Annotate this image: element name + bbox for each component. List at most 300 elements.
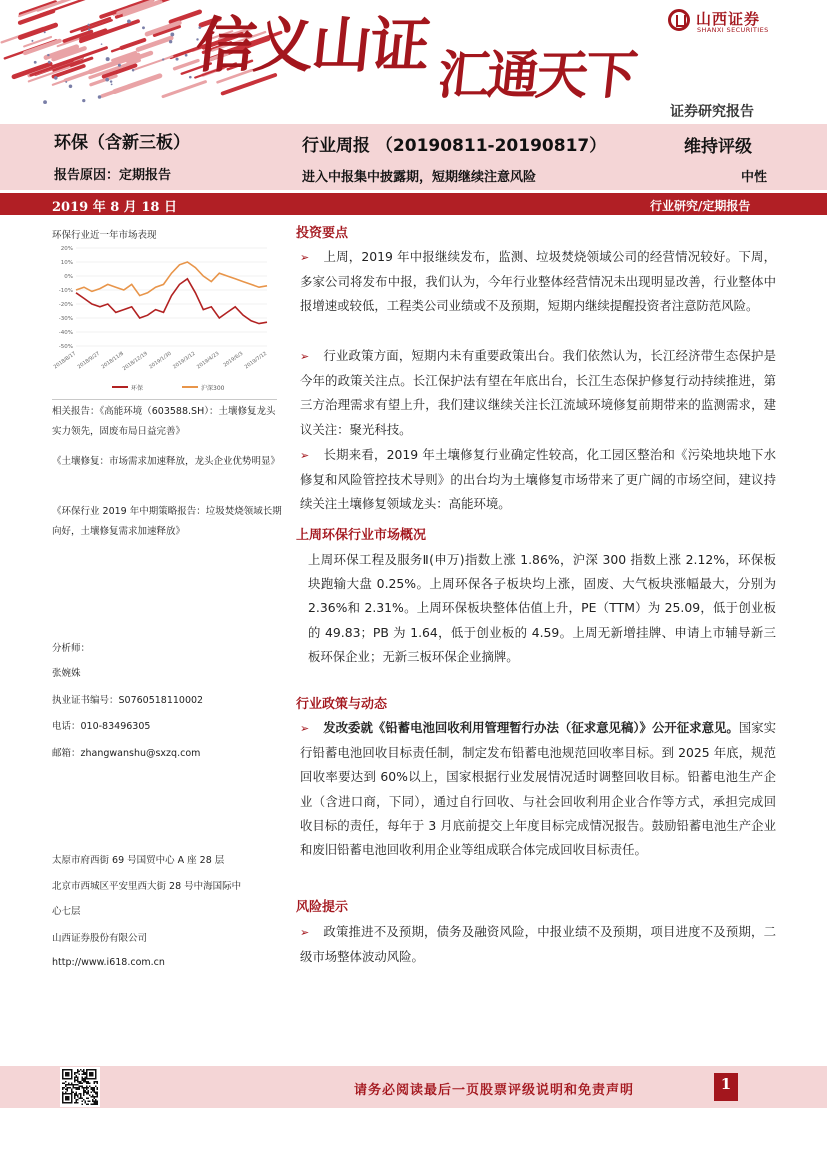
banner-dot [31, 40, 33, 42]
qr-cell [76, 1077, 78, 1079]
banner-stroke [25, 41, 60, 53]
banner-dot [43, 100, 47, 104]
related-report-2[interactable]: 《土壤修复：市场需求加速释放，龙头企业优势明显》 [52, 456, 281, 467]
qr-cell [62, 1092, 64, 1094]
qr-cell [79, 1093, 81, 1095]
banner-dot [185, 54, 188, 57]
qr-cell [82, 1077, 84, 1079]
banner-dot [169, 40, 172, 43]
banner-dot [44, 31, 46, 33]
qr-cell [92, 1096, 94, 1098]
qr-cell [71, 1089, 73, 1091]
brand-name-en: SHANXI SECURITIES [697, 26, 769, 34]
chart-y-tick-label: 10% [60, 260, 73, 266]
series-line-hs300 [76, 262, 267, 296]
analyst-license: 执业证书编号：S0760518110002 [52, 695, 204, 706]
chart-x-tick-label: 2018/12/19 [121, 350, 149, 373]
qr-cell [74, 1087, 76, 1089]
qr-cell [97, 1102, 99, 1104]
chart-legend [112, 384, 225, 392]
qr-cell [92, 1101, 94, 1103]
qr-cell [67, 1089, 69, 1091]
chart-x-tick-label: 2018/9/27 [76, 350, 102, 371]
qr-cell [88, 1104, 90, 1106]
qr-cell [91, 1104, 93, 1106]
qr-cell [94, 1101, 96, 1103]
bullet-arrow-icon: ➢ [300, 251, 310, 264]
qr-cell [89, 1095, 91, 1097]
qr-cell [79, 1083, 81, 1085]
qr-cell [86, 1104, 88, 1106]
qr-cell [94, 1104, 96, 1106]
banner-dot [111, 83, 113, 85]
qr-cell [82, 1083, 84, 1085]
qr-cell [62, 1087, 64, 1089]
banner-dot [48, 61, 51, 64]
banner-dot [82, 99, 85, 102]
banner-dot [189, 76, 192, 79]
qr-cell [71, 1084, 73, 1086]
qr-cell [65, 1089, 67, 1091]
banner-dot [127, 20, 131, 24]
qr-cell [97, 1104, 99, 1106]
qr-cell [92, 1087, 94, 1089]
qr-cell [62, 1083, 64, 1085]
related-report-1[interactable]: 相关报告：《高能环境（603588.SH）：土壤修复龙头实力领先，固废布局日益完善》 [52, 406, 276, 437]
related-report-3[interactable]: 《环保行业 2019 年中期策略报告：垃圾焚烧领域长期向好，土壤修复需求加速释放》 [52, 506, 282, 537]
banner-stroke [112, 45, 130, 51]
chart-x-tick-label: 2019/4/23 [195, 350, 221, 371]
qr-cell [76, 1095, 78, 1097]
qr-cell [76, 1101, 78, 1103]
qr-finder [65, 1096, 70, 1101]
qr-cell [77, 1077, 79, 1079]
qr-cell [77, 1071, 79, 1073]
brand-logo-icon [668, 9, 690, 31]
qr-cell [85, 1092, 87, 1094]
banner-dot [176, 58, 179, 61]
banner-dot [118, 64, 121, 67]
qr-cell [88, 1081, 90, 1083]
qr-code-icon[interactable] [60, 1067, 100, 1107]
banner-dot [98, 95, 102, 99]
address-beijing-line2: 心七层 [52, 906, 81, 917]
qr-cell [88, 1090, 90, 1092]
qr-cell [74, 1095, 76, 1097]
qr-cell [85, 1102, 87, 1104]
qr-cell [83, 1095, 85, 1097]
qr-cell [77, 1087, 79, 1089]
banner-stroke [171, 12, 200, 22]
bullet-arrow-icon: ➢ [300, 722, 310, 735]
qr-cell [86, 1098, 88, 1100]
qr-cell [77, 1069, 79, 1071]
qr-cell [91, 1096, 93, 1098]
qr-cell [92, 1104, 94, 1106]
legend-label-hs300: 沪深300 [201, 385, 225, 392]
qr-cell [79, 1089, 81, 1091]
qr-cell [71, 1090, 73, 1092]
qr-cell [67, 1087, 69, 1089]
qr-cell [79, 1074, 81, 1076]
qr-cell [74, 1084, 76, 1086]
qr-cell [74, 1093, 76, 1095]
qr-cell [70, 1084, 72, 1086]
qr-cell [94, 1089, 96, 1091]
chart-y-tick-label: -30% [58, 316, 73, 322]
qr-cell [76, 1080, 78, 1082]
qr-cell [86, 1092, 88, 1094]
qr-cell [80, 1095, 82, 1097]
qr-cell [91, 1089, 93, 1091]
qr-cell [80, 1093, 82, 1095]
qr-cell [83, 1090, 85, 1092]
bullet-arrow-icon: ➢ [300, 926, 310, 939]
qr-cell [82, 1078, 84, 1080]
banner-dot [54, 76, 58, 80]
banner-dot [69, 85, 73, 89]
banner-stroke [20, 25, 55, 37]
qr-cell [80, 1083, 82, 1085]
qr-cell [97, 1087, 99, 1089]
qr-cell [65, 1084, 67, 1086]
qr-cell [95, 1093, 97, 1095]
qr-cell [95, 1096, 97, 1098]
qr-cell [94, 1087, 96, 1089]
qr-cell [83, 1087, 85, 1089]
qr-cell [76, 1075, 78, 1077]
qr-cell [86, 1086, 88, 1088]
bullet-arrow-icon: ➢ [300, 449, 310, 462]
qr-cell [73, 1087, 75, 1089]
qr-cell [83, 1092, 85, 1094]
analyst-phone: 电话：010-83496305 [52, 721, 151, 732]
qr-cell [68, 1084, 70, 1086]
rating-value: 中性 [741, 170, 768, 185]
qr-cell [94, 1081, 96, 1083]
qr-cell [77, 1099, 79, 1101]
qr-cell [92, 1095, 94, 1097]
chart-y-tick-label: -50% [58, 344, 73, 350]
qr-cell [79, 1071, 81, 1073]
chart-x-tick-label: 2019/6/3 [222, 350, 245, 369]
qr-cell [79, 1087, 81, 1089]
qr-cell [77, 1078, 79, 1080]
qr-cell [94, 1102, 96, 1104]
company-name: 山西证券股份有限公司 [52, 933, 148, 944]
chart-x-tick-label: 2018/11/8 [100, 350, 125, 371]
paragraph-investment-3-text: 长期来看，2019 年土壤修复行业确定性较高，化工园区整治和《污染地块地下水修复和风险管控技术导则》的出台均为土壤修复市场带来了更广阔的市场空间，建议持续关注土壤修复领域龙头：高能环境。 [300, 447, 776, 512]
legend-label-environment: 环保 [131, 385, 144, 392]
qr-cell [82, 1098, 84, 1100]
qr-cell [88, 1098, 90, 1100]
banner-dot [65, 81, 67, 83]
qr-cell [94, 1090, 96, 1092]
qr-cell [97, 1095, 99, 1097]
chart-x-ticks [53, 351, 268, 372]
qr-cell [92, 1099, 94, 1101]
qr-finder [65, 1072, 70, 1077]
chart-y-tick-label: 20% [60, 246, 73, 252]
paragraph-investment-2-text: 行业政策方面，短期内未有重要政策出台。我们依然认为，长江经济带生态保护是今年的政策关注点。长江保护法有望在年底出台，长江生态保护修复行动持续推进，第三方治理需求有望上升，我们建议继续关注长江流域环境修复前期带来的监测需求，建议关注：聚光科技。 [300, 348, 776, 437]
qr-cell [85, 1101, 87, 1103]
qr-cell [94, 1098, 96, 1100]
banner-stroke [115, 76, 160, 92]
chart-y-tick-label: -10% [58, 288, 73, 294]
footer-disclaimer[interactable]: 请务必阅读最后一页股票评级说明和免责声明 [354, 1083, 635, 1098]
banner-dot [34, 61, 37, 64]
qr-cell [95, 1099, 97, 1101]
chart-y-tick-label: -40% [58, 330, 73, 336]
qr-cell [83, 1072, 85, 1074]
qr-cell [85, 1078, 87, 1080]
chart-x-tick-label: 2019/1/30 [148, 350, 173, 371]
chart-y-tick-label: -20% [58, 302, 73, 308]
qr-cell [86, 1089, 88, 1091]
analyst-email[interactable]: 邮箱：zhangwanshu@sxzq.com [52, 748, 201, 759]
paragraph-investment-3 [300, 443, 776, 517]
qr-cell [97, 1101, 99, 1103]
qr-cell [80, 1096, 82, 1098]
qr-cell [92, 1089, 94, 1091]
qr-cell [76, 1099, 78, 1101]
qr-cell [80, 1086, 82, 1088]
qr-cell [64, 1083, 66, 1085]
qr-cell [76, 1089, 78, 1091]
qr-cell [95, 1101, 97, 1103]
qr-cell [80, 1069, 82, 1071]
qr-cell [74, 1102, 76, 1104]
report-subtitle: 进入中报集中披露期，短期继续注意风险 [302, 170, 537, 185]
qr-cell [82, 1080, 84, 1082]
qr-cell [83, 1069, 85, 1071]
qr-cell [95, 1102, 97, 1104]
qr-cell [82, 1087, 84, 1089]
company-website[interactable]: http://www.i618.com.cn [52, 957, 165, 968]
qr-cell [70, 1087, 72, 1089]
qr-cell [95, 1092, 97, 1094]
weekly-title: 行业周报 （20190811-20190817） [302, 136, 607, 156]
brand-name: 山西证券 [696, 10, 761, 28]
banner-dot [170, 33, 174, 37]
market-performance-chart [52, 242, 277, 394]
rating-label: 维持评级 [684, 137, 752, 157]
report-date: 2019 年 8 月 18 日 [52, 200, 177, 215]
chart-y-ticks [59, 246, 73, 350]
qr-cell [83, 1089, 85, 1091]
qr-cell [62, 1089, 64, 1091]
qr-cell [79, 1086, 81, 1088]
qr-cell [77, 1080, 79, 1082]
qr-cell [86, 1087, 88, 1089]
qr-cell [89, 1086, 91, 1088]
qr-cell [77, 1084, 79, 1086]
qr-cell [80, 1098, 82, 1100]
analyst-name: 张婉姝 [52, 668, 81, 679]
qr-cell [67, 1084, 69, 1086]
qr-cell [76, 1084, 78, 1086]
qr-cell [91, 1087, 93, 1089]
qr-cell [83, 1080, 85, 1082]
paragraph-investment-2 [300, 344, 776, 442]
section-title-market-overview: 上周环保行业市场概况 [296, 528, 427, 543]
banner-dot [110, 80, 112, 82]
qr-cell [74, 1098, 76, 1100]
qr-cell [65, 1081, 67, 1083]
paragraph-policy-lead: 发改委就《铅蓄电池回收利用管理暂行办法（征求意见稿）》公开征求意见。 [323, 720, 739, 735]
qr-cell [76, 1102, 78, 1104]
qr-cell [88, 1092, 90, 1094]
qr-cell [73, 1086, 75, 1088]
banner-dot [142, 26, 145, 29]
qr-cell [94, 1083, 96, 1085]
qr-cell [92, 1090, 94, 1092]
banner-dot [162, 58, 164, 60]
qr-cell [76, 1092, 78, 1094]
qr-cell [88, 1093, 90, 1095]
slogan-left: 信义山证 [192, 11, 432, 81]
qr-cell [74, 1077, 76, 1079]
paragraph-policy-text: 国家实行铅蓄电池回收目标责任制，制定发布铅蓄电池规范回收率目标。到 2025 年底，规范回收率要达到 60%以上，国家根据行业发展情况适时调整回收目标。铅蓄电池生产企业（含进口商，下同），通过自行回收、与社会回收利用企业合作等方式，承担完成回收目标的责任，每年于 3 月底前提交上年度目标完成情况报告。鼓励铅蓄电池生产企业和废旧铅蓄电池回收利用企业等组成联合体完成回收目标责任。 [300, 720, 776, 858]
chart-x-tick-label: 2018/8/17 [52, 350, 78, 371]
qr-cell [74, 1078, 76, 1080]
qr-cell [88, 1083, 90, 1085]
qr-cell [97, 1083, 99, 1085]
qr-cell [77, 1096, 79, 1098]
qr-cell [79, 1098, 81, 1100]
qr-cell [85, 1090, 87, 1092]
qr-cell [88, 1087, 90, 1089]
qr-cell [67, 1090, 69, 1092]
qr-cell [65, 1086, 67, 1088]
section-title-investment-points: 投资要点 [296, 226, 349, 241]
paragraph-risk-text: 政策推进不及预期，债务及融资风险，中报业绩不及预期，项目进度不及预期，二级市场整体波动风险。 [300, 924, 776, 965]
qr-cell [82, 1071, 84, 1073]
qr-cell [82, 1101, 84, 1103]
chart-x-tick-label: 2019/7/12 [243, 350, 269, 371]
sidebar-divider [52, 399, 277, 400]
qr-cell [95, 1081, 97, 1083]
qr-cell [77, 1095, 79, 1097]
qr-cell [71, 1083, 73, 1085]
report-reason: 报告原因：定期报告 [54, 168, 172, 183]
qr-finder [89, 1072, 94, 1077]
qr-cell [83, 1081, 85, 1083]
qr-cell [64, 1087, 66, 1089]
slogan-right: 汇通天下 [434, 45, 638, 106]
qr-cell [85, 1072, 87, 1074]
report-category: 行业研究/定期报告 [650, 199, 751, 213]
banner-dot [132, 69, 135, 72]
qr-cell [83, 1078, 85, 1080]
qr-cell [80, 1081, 82, 1083]
qr-cell [83, 1093, 85, 1095]
qr-cell [76, 1087, 78, 1089]
qr-cell [95, 1086, 97, 1088]
qr-cell [65, 1092, 67, 1094]
banner-dot [106, 57, 110, 61]
qr-cell [94, 1096, 96, 1098]
analyst-label: 分析师： [52, 643, 91, 654]
page-number: 1 [720, 1075, 732, 1093]
qr-cell [97, 1093, 99, 1095]
qr-cell [74, 1074, 76, 1076]
qr-cell [97, 1096, 99, 1098]
qr-cell [97, 1092, 99, 1094]
paragraph-investment-1 [300, 245, 776, 319]
qr-cell [85, 1080, 87, 1082]
sector-title: 环保（含新三板） [54, 133, 190, 153]
banner-dot [101, 43, 103, 45]
chart-y-tick-label: 0% [64, 274, 73, 280]
qr-cell [74, 1072, 76, 1074]
qr-cell [73, 1092, 75, 1094]
banner-dot [105, 78, 109, 82]
qr-cell [71, 1092, 73, 1094]
qr-cell [97, 1089, 99, 1091]
qr-cell [86, 1081, 88, 1083]
paragraph-policy [300, 716, 776, 862]
qr-cell [89, 1101, 91, 1103]
qr-cell [88, 1101, 90, 1103]
qr-cell [74, 1096, 76, 1098]
qr-cell [94, 1092, 96, 1094]
qr-cell [85, 1077, 87, 1079]
qr-cell [74, 1081, 76, 1083]
qr-cell [77, 1081, 79, 1083]
qr-cell [85, 1087, 87, 1089]
qr-cell [91, 1092, 93, 1094]
chart-title: 环保行业近一年市场表现 [52, 230, 157, 241]
section-title-policy: 行业政策与动态 [296, 697, 388, 712]
qr-cell [95, 1104, 97, 1106]
address-beijing-line1: 北京市西城区平安里西大街 28 号中海国际中 [52, 881, 242, 892]
banner-dot [47, 54, 49, 56]
qr-cell [83, 1071, 85, 1073]
qr-cell [83, 1074, 85, 1076]
qr-cell [82, 1086, 84, 1088]
banner-dot [88, 28, 91, 31]
qr-cell [85, 1074, 87, 1076]
address-taiyuan: 太原市府西街 69 号国贸中心 A 座 28 层 [52, 855, 225, 866]
qr-cell [89, 1083, 91, 1085]
banner-dot [87, 24, 89, 26]
qr-cell [77, 1102, 79, 1104]
qr-cell [76, 1072, 78, 1074]
paragraph-risk [300, 920, 776, 969]
qr-cell [85, 1081, 87, 1083]
qr-cell [86, 1083, 88, 1085]
qr-cell [76, 1093, 78, 1095]
chart-x-tick-label: 2019/3/12 [172, 350, 197, 371]
qr-cell [82, 1104, 84, 1106]
qr-cell [77, 1089, 79, 1091]
qr-cell [86, 1093, 88, 1095]
section-title-risk: 风险提示 [296, 900, 349, 915]
paragraph-investment-1-text: 上周，2019 年中报继续发布，监测、垃圾焚烧领域公司的经营情况较好。下周，多家公司将发布中报，我们认为，今年行业整体经营情况未出现明显改善，行业整体中报增速或较低，工程类公司业绩或不及预期，短期内继续提醒投资者注意防范风险。 [300, 249, 776, 314]
qr-cell [79, 1081, 81, 1083]
qr-cell [68, 1083, 70, 1085]
qr-cell [73, 1084, 75, 1086]
qr-cell [68, 1087, 70, 1089]
report-type: 证券研究报告 [670, 104, 754, 120]
qr-cell [82, 1074, 84, 1076]
qr-cell [97, 1081, 99, 1083]
qr-cell [77, 1072, 79, 1074]
bullet-arrow-icon: ➢ [300, 350, 310, 363]
paragraph-market-overview: 上周环保工程及服务Ⅱ(申万)指数上涨 1.86%，沪深 300 指数上涨 2.12%，环保板块跑输大盘 0.25%。上周环保各子板块均上涨，固废、大气板块涨幅最大，分别为 2.36%和 2.31%。上周环保板块整体估值上升，PE（TTM）为 25.09，低于创业板的 49.83；PB 为 1.64，低于创业板的 4.59。上周无新增挂牌、申请上市辅导新三板环保企业；无新三板环保企业摘牌。 [308, 552, 776, 664]
banner-stroke [163, 82, 205, 97]
